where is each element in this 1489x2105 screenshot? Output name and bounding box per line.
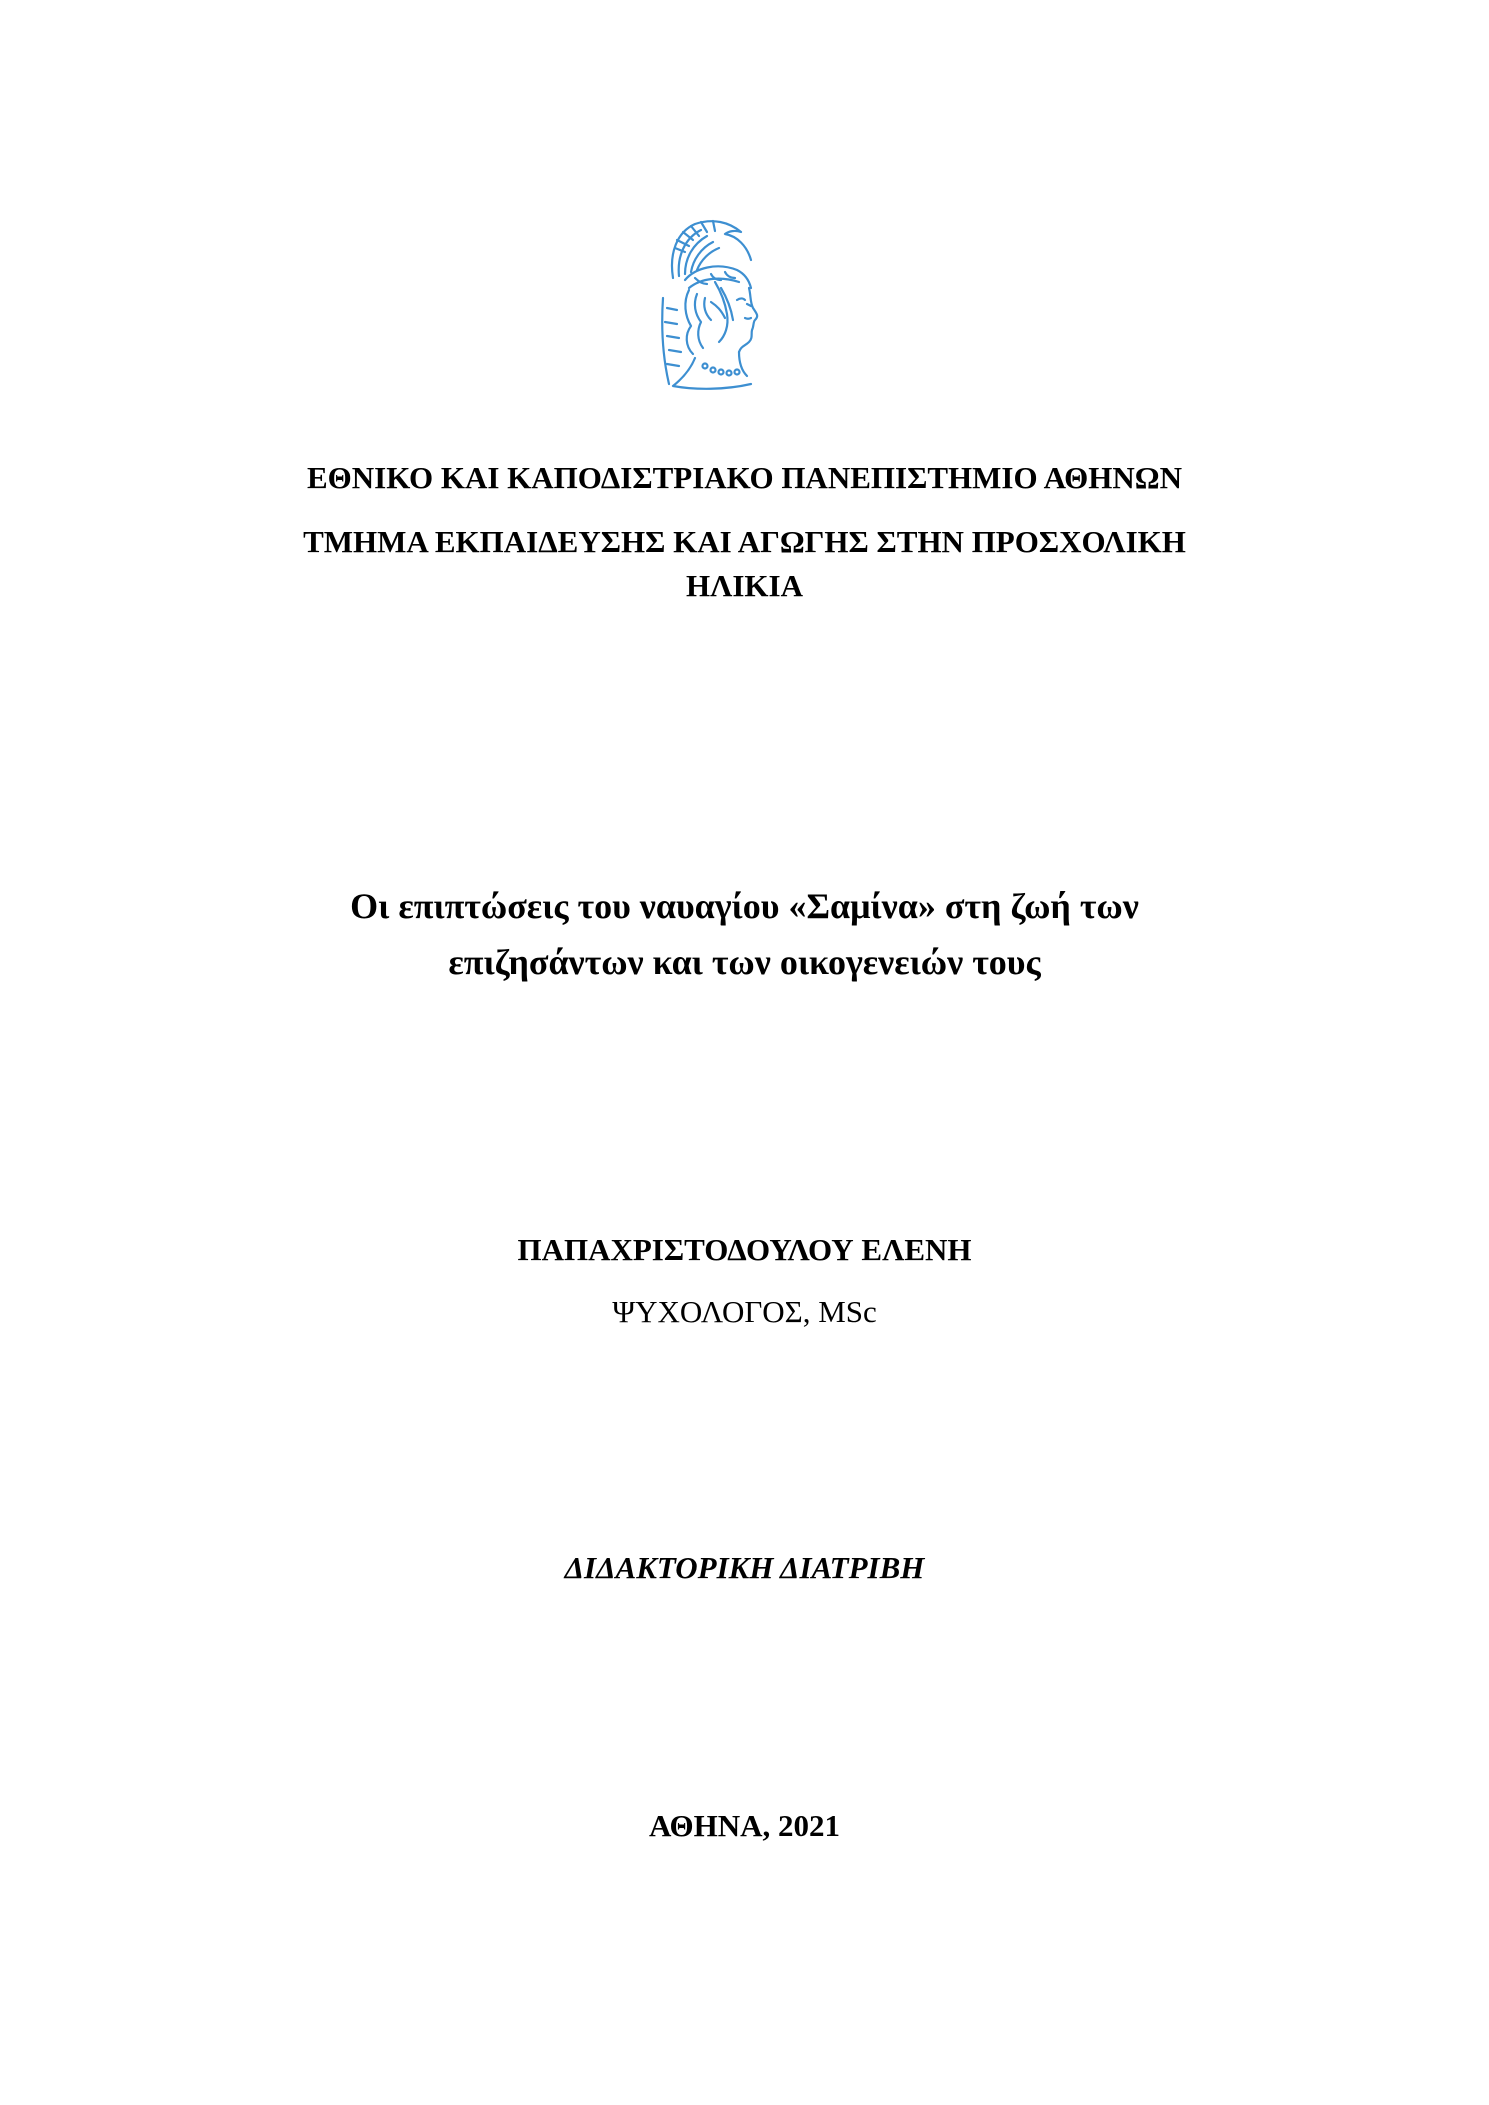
- department-line-2: ΗΛΙΚΙΑ: [686, 568, 803, 603]
- athena-head-logo-icon: [655, 218, 770, 393]
- thesis-title-line-1: Οι επιπτώσεις του ναυαγίου «Σαμίνα» στη ζωή των: [350, 886, 1139, 926]
- department-line-1: ΤΜΗΜΑ ΕΚΠΑΙΔΕΥΣΗΣ ΚΑΙ ΑΓΩΓΗΣ ΣΤΗΝ ΠΡΟΣΧΟΛΙΚΗ: [303, 524, 1186, 559]
- document-type: ΔΙΔΑΚΤΟΡΙΚΗ ΔΙΑΤΡΙΒΗ: [564, 1550, 925, 1585]
- place-and-date: ΑΘΗΝΑ, 2021: [648, 1808, 841, 1843]
- institution-name: ΕΘΝΙΚΟ ΚΑΙ ΚΑΠΟΔΙΣΤΡΙΑΚΟ ΠΑΝΕΠΙΣΤΗΜΙΟ ΑΘΗΝΩΝ: [306, 460, 1183, 495]
- department-name: [0, 520, 1489, 608]
- thesis-title: [0, 878, 1489, 990]
- author-credential: ΨΥΧΟΛΟΓΟΣ, MSc: [612, 1294, 877, 1329]
- thesis-title-line-2: επιζησάντων και των οικογενειών τους: [448, 942, 1041, 982]
- author-name: ΠΑΠΑΧΡΙΣΤΟΔΟΥΛΟΥ ΕΛΕΝΗ: [517, 1232, 972, 1267]
